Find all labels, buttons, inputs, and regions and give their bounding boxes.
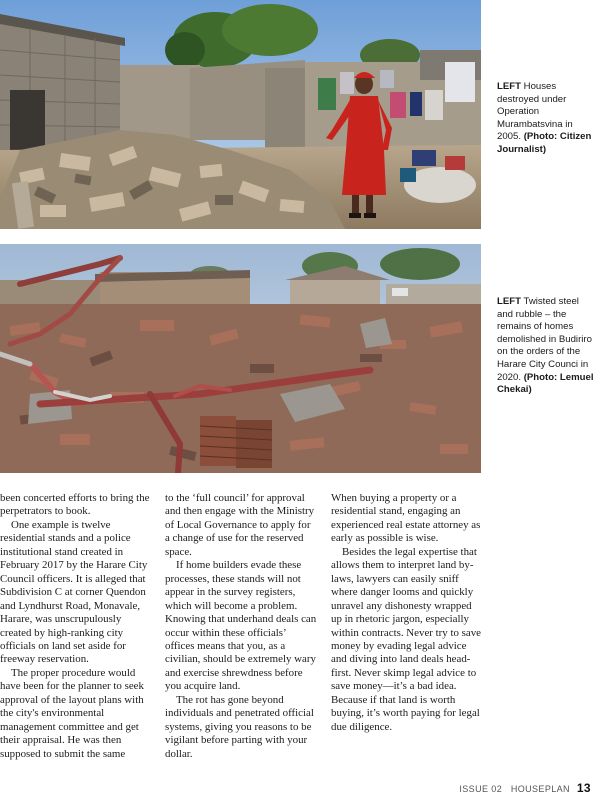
- text-column-2: [165, 492, 317, 761]
- photo-caption-2: [497, 296, 595, 397]
- demolished-houses-photo: [0, 0, 481, 229]
- paragraph: When buying a property or a residential stand, engaging an experienced real estate attorney as early as possible is wise.: [331, 492, 481, 545]
- paragraph: Besides the legal expertise that allows them to interpret land by-laws, lawyers can easily sniff where danger looms and quickly unravel any dishonesty wrapped up in rhetoric jargon, especially within contracts. Never try to save money by evading legal advice and diving into land deals head-first. Never skimp legal advice to save money—it’s a bad idea. Because if that land is worth buying, it’s worth paying for legal due diligence.: [331, 545, 482, 733]
- paragraph: One example is twelve residential stands and a police institutional stand created in February 2017 by the Harare City Council officers. It is alleged that Subdivision C at corner Quendon and Lyndhurst Road, Monavale, Harare, was unscrupulously created by high-ranking city officials on land set aside for freeway reservation.: [0, 518, 148, 666]
- text-column-1: [0, 492, 152, 761]
- paragraph: The rot has gone beyond individuals and penetrated official systems, giving you reasons to be vigilant before parting with your dollar.: [165, 693, 314, 760]
- page-footer: [459, 781, 591, 795]
- text-column-3: [331, 492, 483, 734]
- twisted-steel-rubble-photo: [0, 244, 481, 473]
- photo-caption-1: [497, 81, 595, 157]
- paragraph: been concerted efforts to bring the perpetrators to book.: [0, 492, 150, 518]
- issue-label: ISSUE 02: [459, 784, 503, 794]
- paragraph: to the ‘full council’ for approval and then engage with the Ministry of Local Governance to apply for a change of use for the reserved space.: [165, 492, 315, 558]
- caption-label: LEFT: [497, 296, 521, 307]
- photo-credit: (Photo: Lemuel Chekai): [497, 371, 594, 396]
- caption-text: Twisted steel and rubble – the remains of homes demolished in Budiriro on the orders of the Harare City Counci in 2020.: [497, 296, 592, 383]
- paragraph: If home builders evade these processes, these stands will not appear in the survey registers, which will become a problem. Knowing that underhand deals can occur within these officials’ offices means that you, as a civilian, should be extremely wary and exercise shrewdness before you acquire land.: [165, 559, 317, 693]
- paragraph: The proper procedure would have been for the planner to seek approval of the layout plans with the city's environmental management committee and get their appraisal. He was then supposed to submit the same: [0, 666, 144, 760]
- caption-text: Houses destroyed under Operation Murambatsvina in 2005.: [497, 81, 573, 143]
- caption-label: LEFT: [497, 81, 521, 92]
- page-number: 13: [576, 781, 591, 795]
- magazine-name: HOUSEPLAN: [510, 784, 570, 794]
- photo-credit: (Photo: Citizen Journalist): [497, 131, 592, 155]
